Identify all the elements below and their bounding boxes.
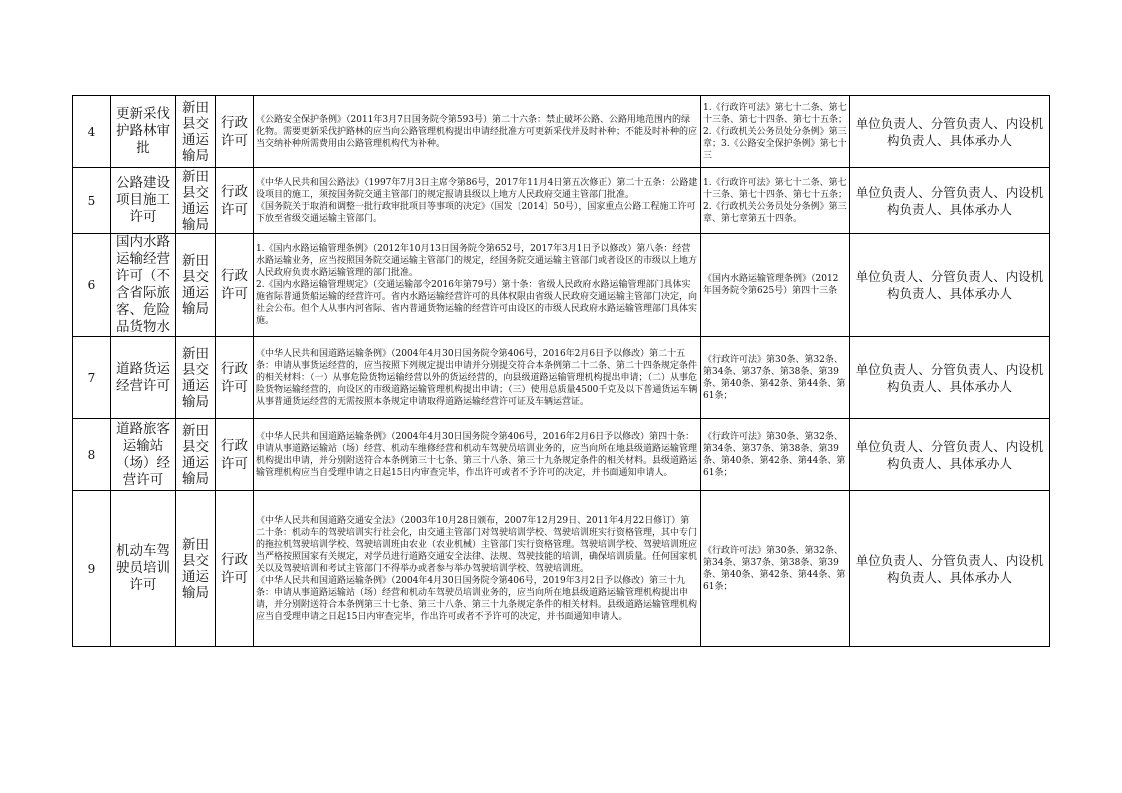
legal-basis-paragraph: 2.《国内水路运输管理规定》（交通运输部令2016年第79号）第十条：省级人民政府水路运输管理部门具体实施省际普通货船运输的经营许可。省内水路运输经营许可的具体权限由省级人民政府交通运输主管部门决定，向社会公布。但个人从事内河省际、省内普通货物运输的经营许可由设区的市级人民政府水路运输管理部门具体实施。 (256, 280, 698, 326)
legal-basis (254, 168, 701, 234)
item-name: 国内水路运输经营许可（不含省际旅客、危险品货物水 (111, 234, 176, 337)
table-row (73, 491, 1050, 647)
legal-basis-paragraph: 《中华人民共和国道路运输条例》（2004年4月30日国务院令第406号，2016年2月6日予以修改）第二十五条：申请从事货运经营的，应当按照下列规定提出申请并分别提交符合本条例第二十二条、第二十四条规定条件的相关材料：（一）从事危险货物运输经营以外的货运经营的，向县级道路运输管理机构提出申请；（二）从事危险货物运输经营的，向设区的市级道路运输管理机构提出申请；（三）使用总质量4500千克及以下普通货运车辆从事普通货运经营的无需按照本条规定申请取得道路运输经营许可证及车辆运营证。 (256, 348, 698, 407)
legal-basis-paragraph: 《中华人民共和国道路交通安全法》（2003年10月28日颁布，2007年12月29日、2011年4月22日修订）第二十条：机动车的驾驶培训实行社会化，由交通主管部门对驾驶培训学校、驾驶培训班实行资格管理，其中专门的拖拉机驾驶培训学校、驾驶培训班由农业（农业机械）主管部门实行资格管理。驾驶培训学校、驾驶培训班应当严格按照国家有关规定，对学员进行道路交通安全法律、法规、驾驶技能的培训，确保培训质量。任何国家机关以及驾驶培训和考试主管部门不得举办或者参与举办驾驶培训学校、驾驶培训班。 (256, 515, 698, 574)
accountability-text: 1.《行政许可法》第七十二条、第七十三条、第七十四条、第七十五条；2.《行政机关公务员处分条例》第三章、第七章第五十四条。 (703, 177, 847, 224)
responsible-persons: 单位负责人、分管负责人、内设机构负责人、具体承办人 (850, 337, 1050, 419)
accountability-basis (701, 234, 850, 337)
accountability-basis (701, 168, 850, 234)
responsible-persons: 单位负责人、分管负责人、内设机构负责人、具体承办人 (850, 168, 1050, 234)
legal-basis (254, 96, 701, 168)
implementing-agency: 新田县交通运输局 (176, 419, 216, 491)
item-name: 道路货运经营许可 (111, 337, 176, 419)
table-row (73, 96, 1050, 168)
table-row (73, 337, 1050, 419)
table-row (73, 419, 1050, 491)
authority-type: 行政许可 (216, 234, 254, 337)
table-row (73, 168, 1050, 234)
responsible-persons: 单位负责人、分管负责人、内设机构负责人、具体承办人 (850, 96, 1050, 168)
table-row (73, 234, 1050, 337)
accountability-basis (701, 491, 850, 647)
row-number: 9 (73, 491, 111, 647)
responsible-persons: 单位负责人、分管负责人、内设机构负责人、具体承办人 (850, 234, 1050, 337)
legal-basis (254, 491, 701, 647)
accountability-basis (701, 337, 850, 419)
legal-basis (254, 234, 701, 337)
implementing-agency: 新田县交通运输局 (176, 491, 216, 647)
legal-basis-paragraph: 1.《国内水路运输管理条例》（2012年10月13日国务院令第652号，2017年3月1日予以修改）第八条：经营水路运输业务，应当按照国务院交通运输主管部门的规定，经国务院交通运输主管部门或者设区的市级以上地方人民政府负责水路运输管理的部门批准。 (256, 244, 698, 278)
accountability-basis (701, 419, 850, 491)
implementing-agency: 新田县交通运输局 (176, 168, 216, 234)
authority-type: 行政许可 (216, 168, 254, 234)
legal-basis (254, 337, 701, 419)
accountability-text: 《行政许可法》第30条、第32条、第34条、第37条、第38条、第39条、第40条、第42条、第44条、第61条； (703, 354, 846, 401)
legal-basis-paragraph: 《国务院关于取消和调整一批行政审批项目等事项的决定》（国发〔2014〕50号），国家重点公路工程施工许可下放至省级交通运输主管部门。 (256, 201, 696, 224)
authority-type: 行政许可 (216, 419, 254, 491)
accountability-basis (701, 96, 850, 168)
accountability-text: 《行政许可法》第30条、第32条、第34条、第37条、第38条、第39条、第40条、第42条、第44条、第61条； (703, 545, 846, 592)
authority-type: 行政许可 (216, 337, 254, 419)
implementing-agency: 新田县交通运输局 (176, 96, 216, 168)
responsible-persons: 单位负责人、分管负责人、内设机构负责人、具体承办人 (850, 491, 1050, 647)
legal-basis-paragraph: 《中华人民共和国道路运输条例》（2004年4月30日国务院令第406号，2016年2月6日予以修改）第四十条：申请从事道路运输站（场）经营、机动车维修经营和机动车驾驶员培训业务的，应当向所在地县级道路运输管理机构提出申请，并分别附送符合本条例第三十七条、第三十八条、第三十九条规定条件的相关材料。县级道路运输管理机构应当自受理申请之日起15日内审查完毕，作出许可或者不予许可的决定，并书面通知申请人。 (256, 431, 698, 478)
row-number: 4 (73, 96, 111, 168)
implementing-agency: 新田县交通运输局 (176, 337, 216, 419)
legal-basis-paragraph: 《中华人民共和国公路法》（1997年7月3日主席令第86号，2017年11月4日第五次修正）第二十五条：公路建设项目的施工，须按国务院交通主管部门的规定报请县级以上地方人民政府交通主管部门批准。 (256, 177, 698, 200)
item-name: 道路旅客运输站（场）经营许可 (111, 419, 176, 491)
authority-table (72, 95, 1050, 647)
row-number: 6 (73, 234, 111, 337)
accountability-text: 《国内水路运输管理条例》（2012年国务院令第625号）第四十三条 (703, 274, 839, 296)
item-name: 公路建设项目施工许可 (111, 168, 176, 234)
legal-basis (254, 419, 701, 491)
accountability-text: 《行政许可法》第30条、第32条、第34条、第37条、第38条、第39条、第40条、第42条、第44条、第61条； (703, 431, 846, 478)
row-number: 7 (73, 337, 111, 419)
row-number: 8 (73, 419, 111, 491)
accountability-text: 1.《行政许可法》第七十二条、第七十三条、第七十四条、第七十五条；2.《行政机关公务员处分条例》第三章；3.《公路安全保护条例》第七十三 (703, 102, 847, 161)
responsible-persons: 单位负责人、分管负责人、内设机构负责人、具体承办人 (850, 419, 1050, 491)
authority-type: 行政许可 (216, 491, 254, 647)
legal-basis-paragraph: 《公路安全保护条例》（2011年3月7日国务院令第593号）第二十六条：禁止破坏公路、公路用地范围内的绿化物。需要更新采伐护路林的应当向公路管理机构提出申请经批准方可更新采伐并及时补种；不能及时补种的应当交纳补种所需费用由公路管理机构代为补种。 (256, 114, 698, 149)
implementing-agency: 新田县交通运输局 (176, 234, 216, 337)
item-name: 更新采伐护路林审批 (111, 96, 176, 168)
authority-type: 行政许可 (216, 96, 254, 168)
legal-basis-paragraph: 《中华人民共和国道路运输条例》（2004年4月30日国务院令第406号，2019年3月2日予以修改）第三十九条：申请从事道路运输站（场）经营和机动车驾驶员培训业务的，应当向所在地县级道路运输管理机构提出申请，并分别附送符合本条例第三十七条、第三十八条、第三十九条规定条件的相关材料。县级道路运输管理机构应当自受理申请之日起15日内审查完毕，作出许可或者不予许可的决定，并书面通知申请人。 (256, 575, 698, 622)
item-name: 机动车驾驶员培训许可 (111, 491, 176, 647)
row-number: 5 (73, 168, 111, 234)
